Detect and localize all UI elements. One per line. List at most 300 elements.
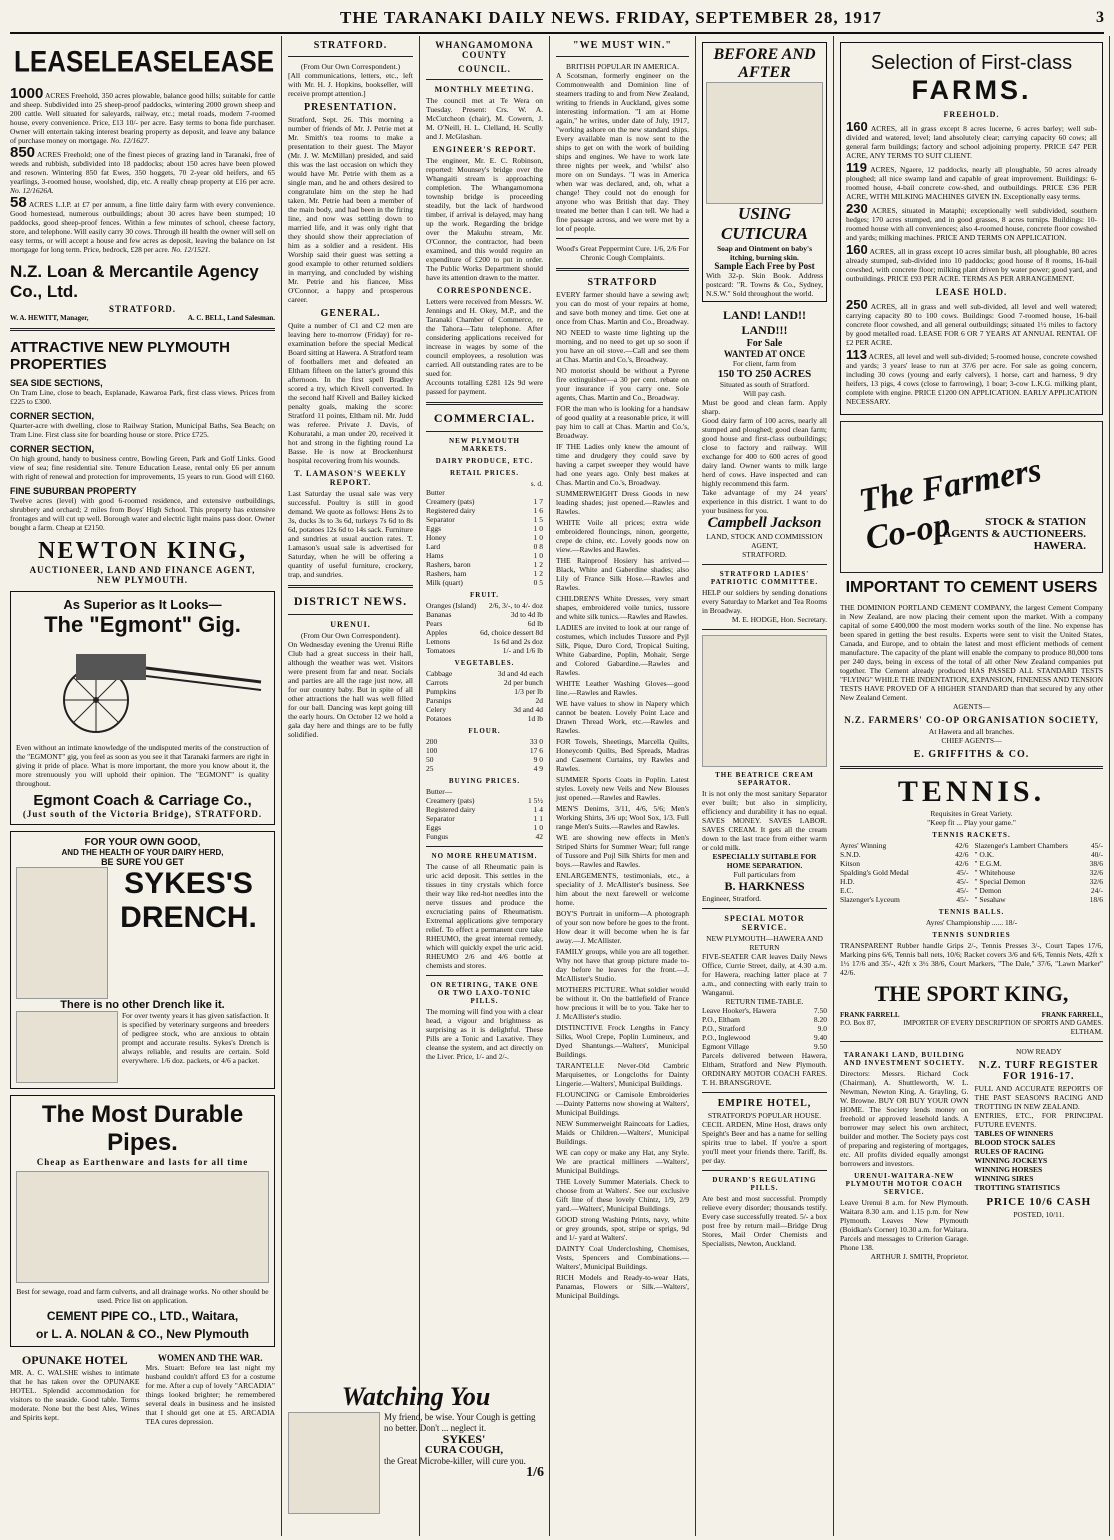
retail-row bbox=[426, 533, 543, 542]
fruit-row bbox=[426, 619, 543, 628]
motor-route: NEW PLYMOUTH—HAWERA AND RETURN bbox=[706, 934, 823, 952]
timetable-row-value: 7.50 bbox=[813, 1006, 827, 1015]
turf-items bbox=[975, 1129, 1104, 1192]
egmont-gig-ad bbox=[10, 591, 275, 825]
pipes-text: Best for sewage, road and farm culverts, and all drainage works. No other should be used. Price list on application. bbox=[16, 1287, 269, 1305]
divider bbox=[426, 846, 543, 847]
presentation-text: Stratford, Sept. 26. This morning a number of friends of Mr. J. Petrie met at Mr. Smith's tea rooms to make a presentation to their guest. The Mayor (Mr. J. W. McMillan) presided, and said this was the last occasion on which they would have Mr. Petrie with them as a single man, and he and others desired to congratulate him on the step he had taken. Mr. Petrie had been a member of the main body, and had been in the firing line, and now was settling down to married life, and it was only right that they should show their appreciation of him as a soldier and a resident. His Worship said their guest was setting a good example to other returned soldiers in marrying, and concluded by wishing Mr. Petrie and his fiancee, Miss O'Connor, a happy and prosperous career. bbox=[288, 115, 413, 304]
classified-ad: NO motorist should be without a Pyrene fire extinguisher—a 30 per cent. rebate on your insurance if you carry one. Sole agents, Chas. Martin and Co., Broadway. bbox=[556, 366, 689, 402]
rackets-right bbox=[975, 841, 1104, 904]
buying-title: BUYING PRICES. bbox=[448, 777, 521, 785]
buying-table bbox=[426, 787, 543, 841]
flour-row bbox=[426, 746, 543, 755]
property-text: On Tram Line, close to beach, Esplanade, Kawaroa Park, first class views. Prices from £225 to £300. bbox=[10, 388, 275, 406]
classified-ad: LADIES are invited to look at our range of costumes, which includes Tussore and Pyjl Silk, Pique, Duro Cord, Tropical Suiting, White Gabardine, Poplin, Mohair, Serge and Colored Gabardine.—Rawles and Rawles. bbox=[556, 623, 689, 677]
separator-special: ESPECIALLY SUITABLE FOR HOME SEPARATION. bbox=[712, 852, 817, 870]
timetable-row bbox=[702, 1015, 827, 1024]
harkness-sub: Engineer, Stratford. bbox=[702, 894, 762, 903]
racket-row-value: 45/- bbox=[956, 895, 969, 904]
farm-acres: 113 bbox=[846, 347, 867, 362]
farm-acres: 160 bbox=[846, 242, 868, 257]
attractive-properties-title: ATTRACTIVE NEW PLYMOUTH PROPERTIES bbox=[10, 339, 230, 373]
leasehold-title: LEASE HOLD. bbox=[935, 287, 1008, 297]
retail-row bbox=[426, 515, 543, 524]
flour-row bbox=[426, 764, 543, 773]
sample-head: Sample Each Free by Post bbox=[714, 261, 815, 271]
cura-cough: CURA COUGH, bbox=[424, 1444, 504, 1456]
veg-row bbox=[426, 669, 543, 678]
cement-text: THE DOMINION PORTLAND CEMENT COMPANY, the largest Cement Company in New Zealand, are now placing their cement upon the market. With a company capital of some £400,000 the most modern works south of the line. No expense has been spared in getting the best results. Experts were sent to visit the United States, Canada, and Europe, and to obtain the latest and most efficient methods of cement manufacture. The capacity of the plant will enable the company to produce 80,000 tons per 240 days, being in excess of the total of all other New Zealand companies put together. The Cement already produced HAS PASSED ALL STANDARD TESTS "FLYING" WHILE THE INDENTATION, EXPANSION, FINENESS AND TENSION TESTS HAVE PROVED OF A HIGHER STANDARD than that secured by any other New Zealand Cement. bbox=[840, 603, 1103, 702]
retail-row-value: 1 2 bbox=[533, 560, 543, 569]
racket-row-label: Spalding's Gold Medal bbox=[840, 868, 909, 877]
fruit-row-value: 3d to 4d lb bbox=[510, 610, 543, 619]
farrell-town: ELTHAM. bbox=[1070, 1027, 1103, 1036]
sykes-drench: DRENCH. bbox=[120, 901, 257, 934]
buying-row-value: 1 5½ bbox=[528, 796, 543, 805]
listing bbox=[10, 194, 276, 254]
racket-row-value: 45/- bbox=[956, 877, 969, 886]
racket-row bbox=[840, 850, 969, 859]
divider bbox=[556, 268, 689, 271]
sykes-nodrench: There is no other Drench like it. bbox=[60, 999, 225, 1011]
racket-row-label: H.D. bbox=[840, 877, 855, 886]
retail-row bbox=[426, 551, 543, 560]
property-head: FINE SUBURBAN PROPERTY bbox=[10, 486, 137, 496]
engineer-text: The engineer, Mr. E. C. Robinson, reported: Mounsey's bridge over the Whangaiti stream is approaching completion. The Whangamomona township bridge is proceeding steadily, but the lack of hardwood timber, if arrival is delayed, may hang up the work. Regarding the bridge over the Makuhu stream, Mr. O'Connor, the contractor, had been examined, and this would require an expenditure of £200 to put in order. The Public Works Department should have its attention drawn to the matter. bbox=[426, 156, 543, 282]
farm-listing bbox=[846, 297, 1097, 347]
farm-acres: 119 bbox=[846, 160, 867, 175]
sundries-text: TRANSPARENT Rubber handle Grips 2/-, Tennis Presses 3/-, Court Tapes 17/6, Marking pins 6/6, Tennis ball nets, 10/6; Racket covers 3/6 and 6/6, Tennis Nets, 42ft x 1½ 17/6 and 35/-, 42ft x 3½ 38/6, Court Markers, "The Dale," 37/6, "Lawn Marker" 42/6. bbox=[840, 941, 1103, 977]
farrell-importer: IMPORTER OF EVERY DESCRIPTION OF SPORTS AND GAMES. bbox=[903, 1019, 1103, 1027]
divider bbox=[426, 431, 543, 432]
women-title: WOMEN AND THE WAR. bbox=[157, 1353, 263, 1363]
farms-heading2: FARMS. bbox=[911, 75, 1032, 105]
rackets-left bbox=[840, 841, 969, 904]
hawera-branches: At Hawera and all branches. bbox=[928, 727, 1015, 736]
we-must-win-title: "WE MUST WIN." bbox=[573, 40, 672, 51]
racket-row bbox=[975, 841, 1104, 850]
coop-sub2: AGENTS & AUCTIONEERS. bbox=[943, 528, 1086, 540]
classified-ad: NO NEED to waste time lighting up the morning, and no need to get up so soon if you have an oil stove.—Call and see them at Chas. Martin and Co.'s, Broadway. bbox=[556, 328, 689, 364]
farm-text: ACRES, situated in Mataphi; exceptionally well subdivided, southern hedges; 170 acres stumped, and in good grasses, 8 acres turnips. Buildings: 10-roomed house with all conveniences; also 4-roomed house, concrete floor cowshed and yards; milking machines. PRICE AND TERMS ON APPLICATION. bbox=[846, 206, 1097, 242]
timetable-row-label: Leave Hooker's, Hawera bbox=[702, 1006, 777, 1015]
masthead-title: THE TARANAKI DAILY NEWS. FRIDAY, SEPTEMBER 28, 1917 bbox=[340, 8, 882, 27]
divider bbox=[702, 629, 827, 630]
lease-word: LEASE bbox=[100, 43, 188, 79]
timetable-row bbox=[702, 1024, 827, 1033]
buying-row-label: Separator bbox=[426, 814, 455, 823]
farm-listing bbox=[846, 201, 1097, 242]
veg-row-value: 1/3 per lb bbox=[514, 687, 543, 696]
sykes-name: SYKES'S bbox=[124, 867, 253, 900]
classified-ad: DAINTY Coal Undercloshing, Chemises, Vests, Spencers and Combinations.—Walters', Municipal Buildings. bbox=[556, 1244, 689, 1271]
racket-row-value: 45/- bbox=[956, 868, 969, 877]
retail-row-value: 1 0 bbox=[533, 551, 543, 560]
campbell-name: Campbell Jackson bbox=[707, 515, 822, 531]
timetable-row-value: 9.50 bbox=[813, 1042, 827, 1051]
farm-text: ACRES, all in grass except 10 acres similar bush, all ploughable, 80 acres already stumped, sub-divided into 10 paddocks; good house of 8 rooms, 16-bail cowshed, with concrete floor; milking plant driven by water power; good yard, and outbuildings. PRICE £93 PER ACRE. TERMS AS PER ARRANGEMENT. bbox=[846, 247, 1097, 283]
policeman-illustration bbox=[288, 1412, 380, 1514]
farm-text: ACRES, all level and well sub-divided; 5-roomed house, concrete cowshed and yards; 3 years' lease to run at 37/6 per acre. For sale as going concern, including 30 cows (young and early calvers), 1 horse, cart and harness, 9 dry heifers, 13 pigs, 4 cows (close to farrowing), 1 boar; 3-cow L.K.G. milking plant, complete with engine. PRICE £1200 ON APPLICATION. EARLY APPLICATION NECESSARY. bbox=[846, 352, 1097, 406]
farrell-left: FRANK FARRELL bbox=[840, 1011, 900, 1019]
newton-king-town: NEW PLYMOUTH. bbox=[96, 575, 188, 585]
pipes-illustration bbox=[16, 1171, 269, 1283]
motor-text: FIVE-SEATER CAR leaves Daily News Office, Currie Street, daily, at 4.30 a.m. for Hawera, reaching latter place at 7 a.m., and connecting with early train to Wanganui. bbox=[702, 952, 827, 997]
farm-listing bbox=[846, 160, 1097, 201]
turf-item: WINNING HORSES bbox=[974, 1165, 1043, 1174]
stratford-ads-list bbox=[556, 290, 689, 1300]
turf-ready: NOW READY bbox=[1016, 1047, 1062, 1056]
coop-sub1: STOCK & STATION bbox=[985, 516, 1086, 528]
cement-agents: AGENTS— bbox=[952, 702, 991, 711]
fruit-row-value: 1/- and 1/6 lb bbox=[502, 646, 543, 655]
farrell-row bbox=[840, 1011, 1103, 1019]
loan-agency-town: STRATFORD. bbox=[108, 304, 177, 314]
land-wanted: WANTED AT ONCE bbox=[723, 349, 806, 359]
turf-item: TABLES OF WINNERS bbox=[974, 1129, 1054, 1138]
listing bbox=[10, 85, 275, 145]
racket-row-value: 18/6 bbox=[1089, 895, 1103, 904]
buying-row-value: 1 4 bbox=[533, 805, 543, 814]
classified-ad: RICH Models and Ready-to-wear Hats, Panamas, Flowers or Silk.—Walters', Municipal Buildings. bbox=[556, 1273, 689, 1300]
classified-ad: TARANTELLE Never-Old Cambric Marquisettes, or Longcloths for Dainty Lingerie.—Walters', Municipal Buildings. bbox=[556, 1061, 689, 1088]
ladies-text: HELP our soldiers by sending donations every Saturday to Market and Tea Rooms in Broadway. bbox=[702, 588, 827, 615]
separator-full: Full particulars from bbox=[733, 870, 796, 879]
racket-row-label: Slazenger's Lambert Chambers bbox=[974, 841, 1068, 850]
farmer-illustration bbox=[16, 867, 108, 999]
pipes-company: CEMENT PIPE CO., LTD., Waitara, bbox=[46, 1309, 239, 1323]
meeting-text: The council met at Te Wera on Tuesday. Present: Crs. W. A. McCutcheon (chair), M. Cowern, J. M. O'Neill, H. L. Clelland, H. Scully and J. McGlashan. bbox=[426, 96, 543, 141]
classified-ad: EVERY farmer should have a sewing awl; you can do most of your repairs at home, and save both money and time. Get one at once from Chas. Martin and Co., Broadway. bbox=[556, 290, 689, 326]
listing-ref: No. 12/1626A. bbox=[10, 186, 54, 195]
fruit-row bbox=[426, 601, 543, 610]
divider bbox=[10, 328, 275, 331]
urenui-coach-text: Leave Urenui 8 a.m. for New Plymouth. Waitara 8.30 a.m. and 1.15 p.m. for New Plymouth. Leaves New Plymouth (Boidkan's Corner) 10.30 a.m. for Waitara. Parcels and messages to Criterion Garage. Phone 138. bbox=[840, 1198, 969, 1252]
retail-table bbox=[426, 488, 543, 587]
divider bbox=[840, 1041, 1103, 1042]
racket-row bbox=[840, 886, 969, 895]
racket-row-label: Slazenger's Lyceum bbox=[840, 895, 900, 904]
separator-title: THE BEATRICE CREAM SEPARATOR. bbox=[715, 771, 814, 787]
column-6 bbox=[834, 36, 1110, 1536]
classified-ad: NEW Summerweight Raincoats for Ladies, Maids or Children.—Walters', Municipal Buildings. bbox=[556, 1119, 689, 1146]
retail-row-value: 1 0 bbox=[533, 524, 543, 533]
coop-town: HAWERA. bbox=[1033, 540, 1086, 552]
veg-row bbox=[426, 705, 543, 714]
veg-row-label: Parsnips bbox=[426, 696, 452, 705]
land-client: For client, farm from bbox=[732, 359, 797, 368]
baby-illustration bbox=[706, 82, 823, 204]
retail-row bbox=[426, 542, 543, 551]
property-text: On high ground, handy to business centre, Bowling Green, Park and Golf Links. Good view of sea; fine residential site. Tenure Education Lease, rental only £6 per annum with right of renewal and protection for improvements, 15 years to run. Good will £160. bbox=[10, 454, 275, 481]
buying-row-label: Creamery (pats) bbox=[426, 796, 475, 805]
racket-row bbox=[975, 886, 1104, 895]
listing bbox=[10, 144, 275, 195]
farm-listing bbox=[846, 347, 1097, 406]
racket-row-value: 42/6 bbox=[955, 859, 969, 868]
sundries-title: TENNIS SUNDRIES bbox=[932, 931, 1011, 939]
racket-row-label: S.N.D. bbox=[840, 850, 861, 859]
veg-table bbox=[426, 669, 543, 723]
listing-text: ACRES Freehold; one of the finest pieces of grazing land in Taranaki, free of weeds and rubbish, subdivided into 18 paddocks; about 150 acres have been plowed and resown. Wintering 850 fat Ewes, 350 hoggets, 70 2-year old heifers, and 65 yearlings, 3-roomed house, woolshed, dip, etc. A really cheap property at £16 per acre. bbox=[10, 150, 275, 186]
racket-row bbox=[975, 868, 1104, 877]
retail-row-value: 1 6 bbox=[533, 506, 543, 515]
fruit-row-label: Oranges (Island) bbox=[426, 601, 477, 610]
racket-row-label: " Demon bbox=[974, 886, 1002, 895]
divider bbox=[702, 908, 827, 909]
building-text: Directors: Messrs. Richard Cock (Chairman), A. Shuttleworth, W. L. Newman, Newton King, A. Grayling, G. W. Browne. BUY OR BUY YOUR OWN HOME. The Society lends money on freehold or approved leasehold lands. A borrower may select his own architect, builder and mother. The Society pays cost of preparing and registering of mortgages, etc. All profits divided equally amongst borrowers and investors. bbox=[840, 1069, 969, 1168]
farrell-right: FRANK FARRELL, bbox=[1041, 1011, 1103, 1019]
veg-row-value: 3d and 4d each bbox=[497, 669, 543, 678]
motor-title: SPECIAL MOTOR SERVICE. bbox=[724, 914, 805, 932]
gig-line1: As Superior as It Looks— bbox=[63, 597, 222, 612]
turf-title: N.Z. TURF REGISTER FOR 1916-17. bbox=[978, 1060, 1099, 1082]
retail-head: s. d. bbox=[530, 479, 543, 488]
tennis-keep: "Keep fit ... Play your game." bbox=[927, 818, 1016, 827]
bottom-right-ads bbox=[840, 1047, 1103, 1261]
tennis-title: TENNIS. bbox=[897, 775, 1046, 808]
divider bbox=[702, 564, 827, 565]
parcels-text: Parcels delivered between Hawera, Eltham, Stratford and New Plymouth. ORDINARY MOTOR COACH FARES. T. H. BRANSGROVE. bbox=[702, 1051, 827, 1087]
watching-text: My friend, be wise. Your Cough is getting no better. Don't ... neglect it. bbox=[384, 1412, 536, 1433]
buying-row bbox=[426, 787, 543, 796]
veg-row-value: 2d per bunch bbox=[503, 678, 543, 687]
farm-text: ACRES, all in grass except 8 acres lucerne, 6 acres barley; well sub-divided and watered, level; land absolutely clear; carrying capacity 60 cows; all general farm buildings; factory and school adjoining property. PRICE £47 PER ACRE, ANY TERMS TO SUIT CLIENT. bbox=[846, 124, 1097, 160]
fruit-title: FRUIT. bbox=[469, 591, 499, 599]
drench-box-illustration bbox=[16, 1011, 118, 1083]
divider bbox=[840, 766, 1103, 769]
column-4 bbox=[550, 36, 696, 1536]
classified-ad: WHITE Voile all prices; extra wide embroidered flouncings, ninon, georgette, crepe de chine, etc. Lovely goods now on view.—Rawles and Rawles. bbox=[556, 518, 689, 554]
retail-row-label: Rashers, baron bbox=[426, 560, 471, 569]
retail-row-label: Creamery (pats) bbox=[426, 497, 475, 506]
listing-acres: 1000 bbox=[10, 85, 44, 102]
tennis-sub: Requisites in Great Variety. bbox=[930, 809, 1013, 818]
veg-row-label: Potatoes bbox=[426, 714, 452, 723]
rackets-title: TENNIS RACKETS. bbox=[932, 831, 1011, 839]
farm-listing bbox=[846, 119, 1097, 160]
buying-row-label: Butter— bbox=[426, 787, 453, 796]
racket-row-value: 42/6 bbox=[955, 850, 969, 859]
lease-headline bbox=[14, 43, 275, 80]
fruit-row-value: 1s 6d and 2s doz bbox=[493, 637, 543, 646]
racket-row-label: Ayres' Winning bbox=[840, 841, 887, 850]
column-2 bbox=[282, 36, 420, 1536]
classified-ad: FAMILY groups, while you are all together. Why not have that group picture made to-day before he leaves for the front.—J. McAllister's Studio. bbox=[556, 947, 689, 983]
district-title: DISTRICT NEWS. bbox=[293, 594, 408, 608]
correspondence-title: CORRESPONDENCE. bbox=[436, 286, 533, 295]
separator-illustration bbox=[702, 635, 827, 767]
property-text: Twelve acres (level) with good 6-roomed residence, and extensive outbuildings, shrubbery and orchard; 2 miles from Boys' High School. This property has extensive frontages and will cut up well. Borough water and electric light mains pass door. Owner bought a farm. Cheap at £2150. bbox=[10, 496, 275, 532]
note: [All communications, letters, etc., left with Mr. H. J. Hopkins, bookseller, will receive prompt attention.] bbox=[288, 71, 413, 98]
retail-row-label: Registered dairy bbox=[426, 506, 476, 515]
meeting-title: MONTHLY MEETING. bbox=[434, 85, 535, 94]
veg-row bbox=[426, 696, 543, 705]
retail-row bbox=[426, 578, 543, 587]
newton-king-sub: AUCTIONEER, LAND AND FINANCE AGENT, bbox=[29, 565, 256, 575]
classified-ad: FLOUNCING or Camisole Embroideries —Dainty Patterns now showing at Walters', Municipal Buildings. bbox=[556, 1090, 689, 1117]
veg-row-value: 1d lb bbox=[527, 714, 543, 723]
turf-item: RULES OF RACING bbox=[974, 1147, 1044, 1156]
buying-row-label: Eggs bbox=[426, 823, 441, 832]
coop-name: The Farmers Co-op bbox=[856, 451, 1045, 558]
retail-row-label: Eggs bbox=[426, 524, 441, 533]
ladies-title: STRATFORD LADIES' PATRIOTIC COMMITTEE. bbox=[710, 570, 819, 586]
sport-king: THE SPORT KING, bbox=[874, 981, 1069, 1006]
fruit-row-label: Pears bbox=[426, 619, 443, 628]
classified-ad: THE Lovely Summer Materials. Check to choose from at Walters'. See our exclusive Gift line of these lovely Chintz, 1/9, 2/9 yard.—Walters', Municipal Buildings. bbox=[556, 1177, 689, 1213]
farrell-row2 bbox=[840, 1019, 1103, 1027]
classified-ad: FOR Towels, Sheetings, Marcella Quilts, Honeycomb Quilts, Bed Spreads, Madras and Casement Curtains, try Rawles and Rawles. bbox=[556, 737, 689, 773]
retail-row bbox=[426, 497, 543, 506]
turf-text: FULL AND ACCURATE REPORTS OF THE PAST SEASON'S RACING AND TROTTING IN NEW ZEALAND. bbox=[974, 1084, 1103, 1111]
racket-row-label: Kitson bbox=[840, 859, 861, 868]
listing-acres: 58 bbox=[10, 194, 27, 211]
land-range: 150 TO 250 ACRES bbox=[717, 368, 812, 380]
flour-title: FLOUR. bbox=[468, 727, 501, 735]
rheum-text: The cause of all Rheumatic pain is uric acid deposit. This settles in the tissues in tiny crystals which force their way like red-hot needles into the nerve tissues and produce the excruciating pains of Rheumatism. Extremal applications give temporary relief. To effect a permanent cure take RHEUMO, the great internal remedy, which will quickly expel the uric acid. RHEUMO 2/6 and 4/6 bottle at chemists and stores. bbox=[426, 862, 543, 970]
classified-ad: GOOD strong Washing Prints, navy, white or grey grounds, spot, stripe or sprigs, 9d and 1/- yard at Walters'. bbox=[556, 1215, 689, 1242]
retail-row-value bbox=[524, 488, 543, 497]
farmers-coop-ad bbox=[840, 421, 1103, 573]
campbell-town: STRATFORD. bbox=[742, 550, 787, 559]
flour-row-label: 100 bbox=[426, 746, 438, 755]
farms-heading1: Selection of First-class bbox=[870, 52, 1073, 74]
women-text: Mrs. Stuart: Before tea last night my husband couldn't afford £3 for a costume for me. After a cup of lovely "ARCADIA" things looked brighter; he remembered several deals in business and he insisted that I should get one at £5. ARCADIA TEA cures depression. bbox=[145, 1363, 275, 1426]
watching-you: Watching You bbox=[341, 1382, 491, 1411]
stratford-title: STRATFORD. bbox=[313, 40, 388, 51]
timetable-row-label: P.O., Inglewood bbox=[702, 1033, 751, 1042]
racket-row-label: " Sesahaw bbox=[974, 895, 1006, 904]
veg-row-value: 2d bbox=[535, 696, 543, 705]
property-head: CORNER SECTION, bbox=[10, 411, 95, 421]
divider bbox=[702, 1170, 827, 1171]
cura-great: the Great Microbe-killer, will cure you. bbox=[384, 1456, 526, 1466]
classified-ad: ENLARGEMENTS, testimonials, etc., a speciality of J. McAllister's business. See him about the next farewell or welcome home. bbox=[556, 871, 689, 907]
racket-row bbox=[840, 859, 969, 868]
veg-row bbox=[426, 678, 543, 687]
flour-row-value: 4 9 bbox=[533, 764, 543, 773]
farrell-po: P.O. Box 87, bbox=[840, 1019, 876, 1027]
retail-row-label: Lard bbox=[426, 542, 441, 551]
racket-row bbox=[975, 877, 1104, 886]
balls-title: TENNIS BALLS. bbox=[938, 908, 1005, 916]
retail-row bbox=[426, 560, 543, 569]
divider bbox=[702, 1092, 827, 1093]
markets-title: NEW PLYMOUTH MARKETS. bbox=[449, 437, 520, 453]
timetable-row bbox=[702, 1042, 827, 1051]
retail-row bbox=[426, 488, 543, 497]
durand-text: Are best and most successful. Promptly relieve every disorder; thousands testify. Every case successfully treated. 5/- a box post free by return mail—Bridge Drug Stores, Mail Order Chemists and Specialists, Newton, Auckland. bbox=[702, 1194, 827, 1248]
retail-row-value: 1 7 bbox=[533, 497, 543, 506]
lamason-title: T. LAMASON'S WEEKLY REPORT. bbox=[294, 469, 407, 487]
lease-word: LEASE bbox=[187, 43, 275, 79]
campbell-sub: LAND, STOCK AND COMMISSION AGENT, bbox=[706, 532, 823, 550]
hotel-title: OPUNAKE HOTEL bbox=[21, 1353, 128, 1367]
retail-row bbox=[426, 524, 543, 533]
loan-salesman: A. C. BELL, Land Salesman. bbox=[187, 314, 275, 322]
retail-row bbox=[426, 506, 543, 515]
racket-row bbox=[975, 895, 1104, 904]
property-head: CORNER SECTION, bbox=[10, 444, 95, 454]
timetable-row-label: Egmont Village bbox=[702, 1042, 750, 1051]
racket-row-value: 24/- bbox=[1090, 886, 1103, 895]
lamason-text: Last Saturday the usual sale was very successful. Poultry is still in good demand. We quote as follows: Hens 2s to 3s, ducks 3s to 3s 6d, turkeys 7s 6d to 8s 6d, potatoes 12s 6d to 14s sack. Furniture and sundries at usual auction rates. T. Lamason's usual sale is advertised for Saturday, when he will be offering a quantity of useful furniture, crockery, trap, and sundries. bbox=[288, 489, 413, 579]
loan-agency-staff bbox=[10, 314, 275, 322]
flour-row-label: 200 bbox=[426, 737, 438, 746]
column-5 bbox=[696, 36, 834, 1536]
listing-text: ACRES L.I.P. at £7 per annum, a fine little dairy farm with every convenience. Good homestead, numerous outbuildings; about 30 acres have been stumped; 10 paddocks, good sheep-proof fences. Within a few minutes of school, cheese factory, store, and telephone. Will easily carry 30 cows. Through ill health the owner will sell on easy terms, or will accept a house and few acres as deposit, leaving the balance on 1st mortgage for long term. Price, bedrock, £28 per acre. bbox=[10, 200, 276, 254]
divider bbox=[288, 585, 413, 588]
sykes-text: For over twenty years it has given satisfaction. It is specified by veterinary surgeons and breeders of pedigree stock, who are anxious to obtain prompt and accurate results. Sykes's Drench is always reliable, and results are certain. Sold everywhere. 1/6 doz. packets, or 4/6 a packet. bbox=[122, 1011, 269, 1065]
retail-title: RETAIL PRICES. bbox=[449, 469, 520, 477]
byline: (From Our Own Correspondent.) bbox=[300, 62, 401, 71]
buying-row-value: 42 bbox=[535, 832, 543, 841]
classified-ad: SUMMERWEIGHT Dress Goods in new leading shades; just opened.—Rawles and Rawles. bbox=[556, 489, 689, 516]
cura-cough-ad bbox=[288, 1382, 544, 1532]
column-1 bbox=[4, 36, 282, 1536]
retail-row-value: 1 0 bbox=[533, 533, 543, 542]
hotel-text: MR. A. C. WALSHE wishes to intimate that he has taken over the OPUNAKE HOTEL. Splendid accommodation for visitors to the seaside. Good table. Terms moderate. None but the best Ales, Wines and Spirits kept. bbox=[10, 1368, 140, 1422]
turf-entries: ENTRIES, ETC., FOR PRINCIPAL FUTURE EVENTS. bbox=[974, 1111, 1103, 1129]
turf-item: BLOOD STOCK SALES bbox=[974, 1138, 1056, 1147]
flour-row-label: 50 bbox=[426, 755, 434, 764]
divider bbox=[426, 79, 543, 80]
durand-title: DURAND'S REGULATING PILLS. bbox=[712, 1176, 817, 1192]
land-sale: For Sale bbox=[746, 338, 783, 349]
classified-ad: FOR the man who is looking for a handsaw of good quality at a reasonable price, it will pay him to call at Chas. Martin and Co.'s, Broadway. bbox=[556, 404, 689, 440]
bottom-ads bbox=[10, 1353, 275, 1426]
retail-row-value: 1 5 bbox=[533, 515, 543, 524]
racket-row-value: 40/- bbox=[1090, 850, 1103, 859]
turf-item: TROTTING STATISTICS bbox=[974, 1183, 1060, 1192]
buying-row bbox=[426, 814, 543, 823]
veg-row-value: 3d and 4d bbox=[513, 705, 543, 714]
building-title: TARANAKI LAND, BUILDING AND INVESTMENT SOCIETY. bbox=[843, 1051, 965, 1067]
pipes-sub: Cheap as Earthenware and lasts for all time bbox=[36, 1157, 249, 1167]
farm-text: ACRES, Ngaere, 12 paddocks, nearly all ploughable, 50 acres already ploughed; all nice swamp land and capable of great improvement. Buildings: 6-roomed house, 4-bail concrete cow-shed, and outbuildings. PRICE £36 PER ACRE, WITH MILKING MACHINES GIVEN IN. Exceptionally easy terms. bbox=[846, 165, 1097, 201]
urenui-text: On Wednesday evening the Urenui Rifle Club had a great success in their hall, although the weather was wet. Visitors were present from far and near. Socials and parties are all the rage just now, all for our country baby. But in spite of all other attractions the hall was well filled for our ball. Dancing was kept going till the early hours. On October 12 we hold a gala day here and things are to be fully solidified. bbox=[288, 640, 413, 739]
retail-row-label: Hams bbox=[426, 551, 444, 560]
general-text: Quite a number of C1 and C2 men are leaving here to-morrow (Friday) for re-examination before the special Medical Board sitting at Hawera. A Stratford team of footballers met and defeated an Eltham fifteen on the latter's ground this afternoon. In the first spell Bradley scored a try, which Kivell converted. In the second half Kivell and Bailey kicked penalty goals, making the score: Stratford 11 points, Eltham nil. Mr. Judd was referee. Private J. Davis, of Kohuratahi, a man under 20, received it hot and strong in the fighting round La Basse. He is now at Brockenhurst hospital recovering from his wounds. bbox=[288, 321, 413, 465]
buying-row bbox=[426, 823, 543, 832]
divider bbox=[288, 56, 413, 57]
racket-row-label: " O.K. bbox=[974, 850, 995, 859]
fruit-row-label: Apples bbox=[426, 628, 448, 637]
lease-word: LEASE bbox=[14, 43, 101, 79]
racket-row bbox=[840, 895, 969, 904]
gig-illustration bbox=[16, 638, 270, 738]
fruit-row bbox=[426, 610, 543, 619]
loan-agency-title: N.Z. Loan & Mercantile Agency Co., Ltd. bbox=[10, 262, 259, 301]
council-title2: COUNCIL. bbox=[458, 64, 511, 74]
dairy-title: DAIRY PRODUCE, ETC. bbox=[435, 457, 534, 465]
sykes-line1: FOR YOUR OWN GOOD, bbox=[84, 837, 201, 848]
separator-text: It is not only the most sanitary Separator ever built; but also in simplicity, efficiency and durability it has no equal. SAVES MONEY. SAVES LABOR. SAVES CREAM. It gets all the cream down to the last trace from either warm or cold milk. bbox=[702, 789, 827, 852]
freehold-list bbox=[846, 119, 1097, 283]
racket-row-value: 45/- bbox=[1090, 841, 1103, 850]
timetable-title: RETURN TIME-TABLE. bbox=[725, 997, 804, 1006]
buying-row-value bbox=[516, 787, 543, 796]
peppermint-ad: Wood's Great Peppermint Cure. 1/6, 2/6 For Chronic Cough Complaints. bbox=[556, 244, 689, 262]
coach-address: (Just south of the Victoria Bridge), STRATFORD. bbox=[22, 809, 263, 819]
griffiths-name: E. GRIFFITHS & CO. bbox=[913, 749, 1030, 760]
timetable-row bbox=[702, 1033, 827, 1042]
veg-row bbox=[426, 714, 543, 723]
flour-row-value: 17 6 bbox=[529, 746, 543, 755]
farm-acres: 250 bbox=[846, 297, 868, 312]
timetable bbox=[702, 1006, 827, 1051]
